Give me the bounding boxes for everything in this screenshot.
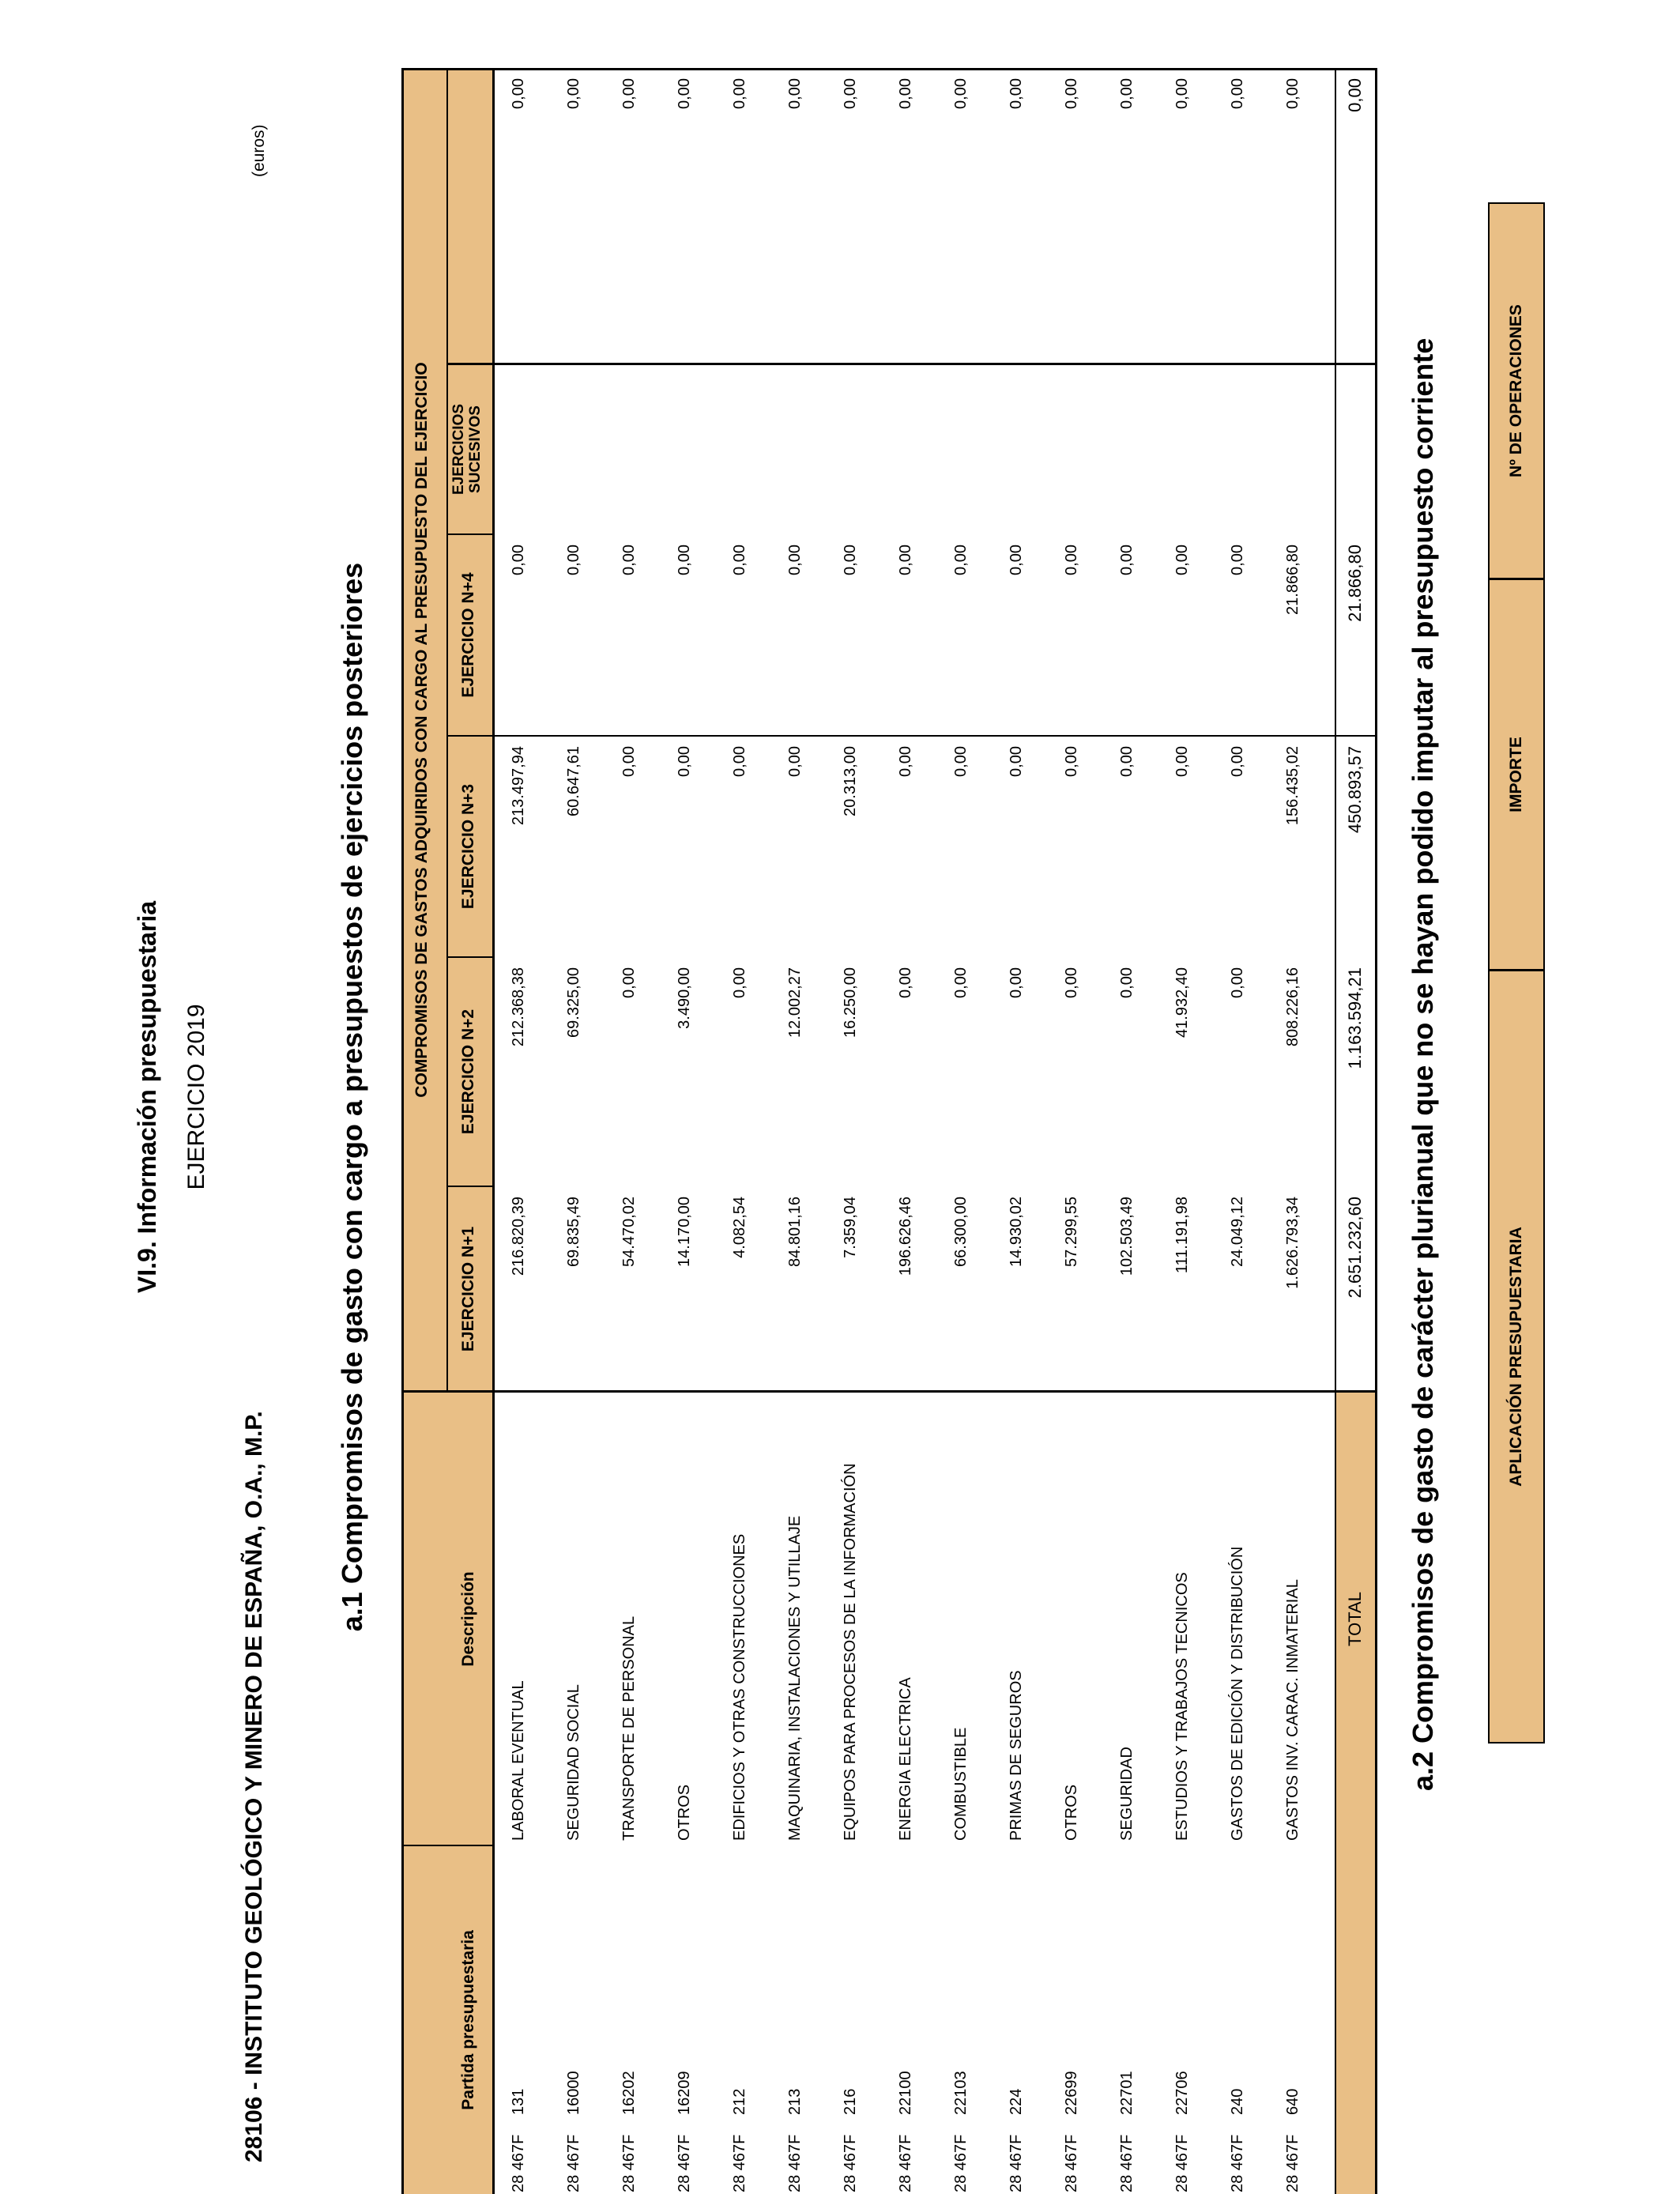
total-sucesivos: 0,00: [1345, 78, 1365, 112]
row-sucesivos: 0,00: [676, 78, 693, 109]
row-n3: 0,00: [1229, 746, 1246, 777]
total-n2: 1.163.594,21: [1345, 967, 1365, 1069]
row-subconcept: 16202: [620, 2071, 638, 2115]
row-sucesivos: 0,00: [731, 78, 748, 109]
col-header-n2: EJERCICIO N+2: [459, 1008, 477, 1135]
col-header-sucesivos-1: EJERCICIOS: [450, 403, 467, 496]
row-n4: 0,00: [676, 545, 693, 575]
row-subconcept: 22699: [1063, 2071, 1080, 2115]
row-n3: 60.647,61: [565, 746, 582, 816]
row-subconcept: 216: [842, 2088, 859, 2115]
row-n4: 0,00: [1118, 545, 1136, 575]
row-sucesivos: 0,00: [1229, 78, 1246, 109]
row-n4: 0,00: [842, 545, 859, 575]
row-n1: 54.470,02: [620, 1197, 638, 1267]
rule-group-bottom: [446, 68, 448, 1392]
row-subconcept: 131: [510, 2088, 527, 2115]
row-program: 28 467F: [1118, 2134, 1136, 2192]
row-n1: 84.801,16: [786, 1197, 804, 1267]
row-n4: 21.866,80: [1284, 545, 1301, 615]
rule-right: [401, 68, 1377, 70]
row-description: OTROS: [1063, 1784, 1080, 1841]
rule-t2-col1: [1490, 969, 1543, 971]
row-n1: 1.626.793,34: [1284, 1197, 1301, 1289]
row-sucesivos: 0,00: [897, 78, 914, 109]
row-sucesivos: 0,00: [1118, 78, 1136, 109]
row-n2: 0,00: [731, 967, 748, 998]
row-n2: 0,00: [620, 967, 638, 998]
col-header-sucesivos-2: SUCESIVOS: [467, 405, 484, 493]
row-description: GASTOS DE EDICIÓN Y DISTRIBUCIÓN: [1229, 1546, 1246, 1841]
row-n2: 16.250,00: [842, 967, 859, 1038]
row-n1: 24.049,12: [1229, 1197, 1246, 1267]
row-description: SEGURIDAD: [1118, 1747, 1136, 1841]
rule-top: [401, 68, 404, 2194]
total-n4: 21.866,80: [1345, 545, 1365, 622]
total-n1: 2.651.232,60: [1345, 1197, 1365, 1299]
row-subconcept: 212: [731, 2088, 748, 2115]
row-description: OTROS: [676, 1784, 693, 1841]
row-n2: 808.226,16: [1284, 967, 1301, 1047]
row-subconcept: 22701: [1118, 2071, 1136, 2115]
row-n4: 0,00: [897, 545, 914, 575]
row-description: SEGURIDAD SOCIAL: [565, 1684, 582, 1841]
total-label: TOTAL: [1345, 1592, 1365, 1646]
rule-t2-col2: [1490, 578, 1543, 580]
row-n3: 0,00: [1118, 746, 1136, 777]
row-sucesivos: 0,00: [842, 78, 859, 109]
row-description: COMBUSTIBLE: [952, 1727, 970, 1841]
row-program: 28 467F: [676, 2134, 693, 2192]
row-n4: 0,00: [786, 545, 804, 575]
rule-col-n4: [447, 735, 1377, 737]
row-n4: 0,00: [731, 545, 748, 575]
row-description: GASTOS INV. CARAC. INMATERIAL: [1284, 1579, 1301, 1841]
row-n3: 0,00: [620, 746, 638, 777]
row-n1: 66.300,00: [952, 1197, 970, 1267]
row-subconcept: 16000: [565, 2071, 582, 2115]
row-subconcept: 224: [1008, 2088, 1025, 2115]
row-subconcept: 22100: [897, 2071, 914, 2115]
row-n2: 0,00: [952, 967, 970, 998]
row-n2: 12.002,27: [786, 967, 804, 1038]
row-description: MAQUINARIA, INSTALACIONES Y UTILLAJE: [786, 1515, 804, 1841]
row-n4: 0,00: [1229, 545, 1246, 575]
row-subconcept: 22706: [1173, 2071, 1191, 2115]
row-n3: 213.497,94: [510, 746, 527, 826]
rule-bottom: [1375, 68, 1377, 2194]
row-description: EQUIPOS PARA PROCESOS DE LA INFORMACIÓN: [842, 1463, 859, 1841]
currency-note: (euros): [250, 124, 268, 177]
rule-header-bottom: [492, 68, 495, 2194]
row-n3: 0,00: [1063, 746, 1080, 777]
col-header-partida: Partida presupuestaria: [459, 1930, 477, 2110]
row-n4: 0,00: [952, 545, 970, 575]
section-a1-title: a.1 Compromisos de gasto con cargo a presupuestos de ejercicios posteriores: [336, 562, 368, 1632]
row-sucesivos: 0,00: [620, 78, 638, 109]
row-n3: 0,00: [1008, 746, 1025, 777]
row-program: 28 467F: [1063, 2134, 1080, 2192]
row-description: EDIFICIOS Y OTRAS CONSTRUCCIONES: [731, 1533, 748, 1841]
row-sucesivos: 0,00: [1173, 78, 1191, 109]
row-n1: 111.191,98: [1173, 1197, 1191, 1274]
row-subconcept: 240: [1229, 2088, 1246, 2115]
commitments-table: [401, 68, 1377, 2194]
row-subconcept: 16209: [676, 2071, 693, 2115]
section-a2-title: a.2 Compromisos de gasto de carácter plurianual que no se hayan podido imputar al presupuesto corriente: [1407, 337, 1439, 1791]
row-n3: 0,00: [897, 746, 914, 777]
row-n4: 0,00: [565, 545, 582, 575]
row-description: LABORAL EVENTUAL: [510, 1680, 527, 1841]
row-n2: 41.932,40: [1173, 967, 1191, 1038]
row-sucesivos: 0,00: [510, 78, 527, 109]
row-n4: 0,00: [1008, 545, 1025, 575]
row-n1: 7.359,04: [842, 1197, 859, 1258]
row-sucesivos: 0,00: [952, 78, 970, 109]
col-header-descripcion: Descripción: [459, 1571, 477, 1667]
row-n2: 0,00: [1063, 967, 1080, 998]
row-n1: 69.835,49: [565, 1197, 582, 1267]
row-sucesivos: 0,00: [1063, 78, 1080, 109]
row-description: PRIMAS DE SEGUROS: [1008, 1670, 1025, 1841]
row-program: 28 467F: [620, 2134, 638, 2192]
row-n2: 69.325,00: [565, 967, 582, 1038]
report-year: EJERCICIO 2019: [183, 1004, 209, 1190]
row-n1: 14.930,02: [1008, 1197, 1025, 1267]
row-n3: 20.313,00: [842, 746, 859, 816]
row-n3: 0,00: [676, 746, 693, 777]
row-subconcept: 22103: [952, 2071, 970, 2115]
rule-col-n3-head: [447, 956, 495, 958]
row-program: 28 467F: [1284, 2134, 1301, 2192]
group-header: COMPROMISOS DE GASTOS ADQUIRIDOS CON CARGO AL PRESUPUESTO DEL EJERCICIO: [412, 362, 431, 1098]
row-n4: 0,00: [510, 545, 527, 575]
row-sucesivos: 0,00: [565, 78, 582, 109]
row-description: ENERGIA ELECTRICA: [897, 1677, 914, 1841]
row-program: 28 467F: [1229, 2134, 1246, 2192]
row-subconcept: 640: [1284, 2088, 1301, 2115]
row-sucesivos: 0,00: [1284, 78, 1301, 109]
row-n2: 0,00: [897, 967, 914, 998]
row-description: ESTUDIOS Y TRABAJOS TECNICOS: [1173, 1572, 1191, 1841]
row-program: 28 467F: [897, 2134, 914, 2192]
rule-col-desc: [401, 1845, 495, 1846]
row-n1: 4.082,54: [731, 1197, 748, 1258]
row-subconcept: 213: [786, 2088, 804, 2115]
row-program: 28 467F: [952, 2134, 970, 2192]
col-header-n4: EJERCICIO N+4: [459, 572, 477, 698]
row-program: 28 467F: [565, 2134, 582, 2192]
row-program: 28 467F: [786, 2134, 804, 2192]
row-description: TRANSPORTE DE PERSONAL: [620, 1615, 638, 1841]
row-n2: 212.368,38: [510, 967, 527, 1047]
col-header-aplicacion: APLICACIÓN PRESUPUESTARIA: [1507, 1227, 1525, 1487]
row-n1: 102.503,49: [1118, 1197, 1136, 1276]
row-n1: 57.299,55: [1063, 1197, 1080, 1267]
rule-col-n2-head: [447, 1186, 495, 1187]
row-n2: 0,00: [1008, 967, 1025, 998]
col-header-n3: EJERCICIO N+3: [459, 783, 477, 910]
total-n3: 450.893,57: [1345, 746, 1365, 834]
row-n2: 3.490,00: [676, 967, 693, 1029]
row-n4: 0,00: [1173, 545, 1191, 575]
row-n4: 0,00: [1063, 545, 1080, 575]
rule-col-suc-head: [447, 533, 495, 535]
row-sucesivos: 0,00: [1008, 78, 1025, 109]
row-n3: 156.435,02: [1284, 746, 1301, 826]
rule-col-suc: [447, 363, 1377, 365]
col-header-operaciones: Nº DE OPERACIONES: [1507, 304, 1525, 477]
row-sucesivos: 0,00: [786, 78, 804, 109]
row-n4: 0,00: [620, 545, 638, 575]
col-header-importe: IMPORTE: [1507, 737, 1525, 812]
row-n2: 0,00: [1118, 967, 1136, 998]
row-n1: 216.820,39: [510, 1197, 527, 1276]
row-n3: 0,00: [952, 746, 970, 777]
col-header-n1: EJERCICIO N+1: [459, 1226, 477, 1352]
row-program: 28 467F: [1008, 2134, 1025, 2192]
row-n1: 196.626,46: [897, 1197, 914, 1276]
row-n2: 0,00: [1229, 967, 1246, 998]
row-program: 28 467F: [842, 2134, 859, 2192]
rule-col-n1: [401, 1390, 1377, 1393]
row-n1: 14.170,00: [676, 1197, 693, 1267]
report-title: VI.9. Información presupuestaria: [133, 900, 161, 1294]
entity-name: 28106 - INSTITUTO GEOLÓGICO Y MINERO DE ESPAÑA, O.A., M.P.: [241, 1411, 267, 2162]
row-n3: 0,00: [1173, 746, 1191, 777]
plurianual-table: [1488, 202, 1545, 1744]
row-program: 28 467F: [510, 2134, 527, 2192]
row-program: 28 467F: [731, 2134, 748, 2192]
row-n3: 0,00: [731, 746, 748, 777]
row-program: 28 467F: [1173, 2134, 1191, 2192]
rule-total-top: [1335, 68, 1336, 2194]
row-n3: 0,00: [786, 746, 804, 777]
